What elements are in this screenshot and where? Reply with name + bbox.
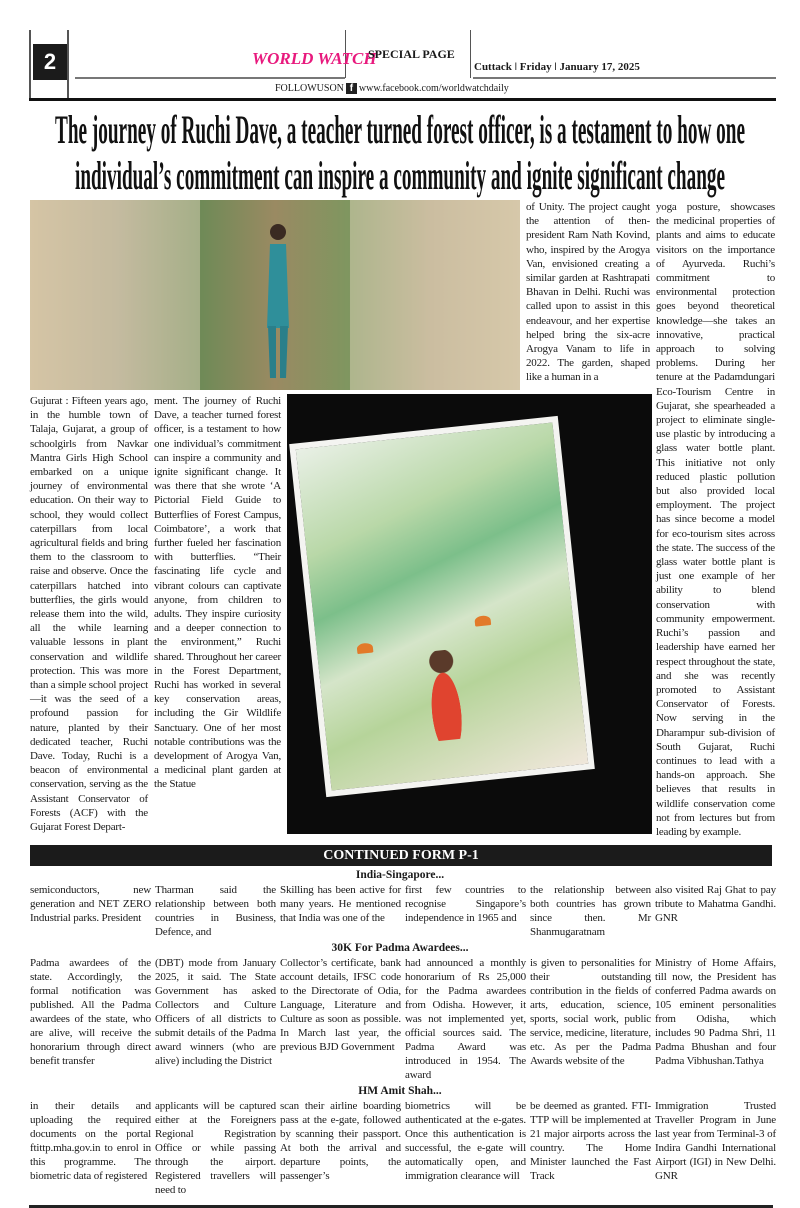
story-column: Padma awardees of the state. Accordingly, the formal notification was published. All the Padma awardees of the state, who are alive, will receive the honorarium through direct benefit transfer (30, 957, 151, 1068)
dateline: Cuttack ǀ Friday ǀ January 17, 2025 (474, 61, 640, 73)
article-left-block (30, 200, 650, 839)
story-column: Skilling has been active for many years. He mentioned that India was one of the (280, 884, 401, 925)
continued-bar: CONTINUED FORM P-1 (30, 845, 772, 866)
story-title: India-Singapore... (355, 869, 445, 882)
story-india-singapore (30, 883, 776, 939)
photo-blur-left (30, 200, 200, 390)
masthead-thick-rule (29, 98, 776, 101)
story-column: had announced a monthly honorarium of Rs 25,000 for the Padma awardees from Odisha. However, it was not implemented yet, official sources said. The Padma Award was introduced in 1954. The award (405, 957, 526, 1082)
ruchi-dave-photo (30, 200, 520, 390)
story-column: Ministry of Home Affairs, till now, the President has conferred Padma awards on 105 eminent personalities from Odisha, which includes 90 Padma Shri, 11 Padma Bhushan and four Padma Vibhushan.Tathya (655, 957, 776, 1068)
masthead (0, 0, 800, 103)
facebook-icon: f (346, 83, 357, 94)
story-column: the relationship between both countries has grown since then. Mr Shanmugaratnam (530, 884, 651, 939)
article-column-4: yoga posture, showcases the medicinal properties of plants and aims to educate visitors on the importance of Ayurveda. Ruchi’s commitment to environmental protection goes beyond theoretical knowledge—she takes an innovative, practical approach to solving problems. During her tenure at the Padamdungari Eco-Tourism Centre in Gujarat, she spearheaded a project to eliminate single-use plastic by introducing a glass water bottle plant. This initiative not only reduced plastic pollution but also provided local employment. The project has since become a model for eco-tourism sites across the state. The success of the glass water bottle plant is just one example of her ability to blend conservation with community empowerment. Ruchi’s passion and leadership have earned her respect throughout the state, and she was recently promoted to Assistant Conservator of Forests. Now serving in the Dharampur sub-division of South Gujarat, Ruchi continues to lead with a hands-on approach. She believes that results in wildlife conservation come not from lectures but from leading by example. (656, 201, 775, 838)
book-cover-photo (287, 394, 652, 834)
story-column: biometrics will be authenticated at the e-gates. Once this authentication is successful, the e-gate will automatically open, and immigration clearance will (405, 1100, 526, 1183)
story-column: scan their airline boarding pass at the e-gate, followed by scanning their passport. At both the arrival and departure points, the passenger’s (280, 1100, 401, 1183)
story-column: be deemed as granted. FTI-TTP will be implemented at 21 major airports across the country. The Home Minister launched the Fast Track (530, 1100, 651, 1183)
story-column: Immigration Trusted Traveller Program in June last year from Terminal-3 of Indira Gandhi International Airport (IGI) in New Delhi. GNR (655, 1100, 776, 1183)
person-figure (262, 218, 294, 386)
article-bottom-row (30, 394, 650, 834)
story-amit-shah (30, 1099, 776, 1197)
headline-line-2: individual’s commitment can inspire a community and ignite significant change (75, 153, 725, 198)
story-column: Collector’s certificate, bank account details, IFSC code to the Directorate of Odia, Language, Literature and Culture as soon as possible. In March last year, the previous BJD Government (280, 957, 401, 1054)
facebook-link[interactable]: www.facebook.com/worldwatchdaily (358, 83, 509, 94)
girl-illustration (418, 648, 472, 742)
story-column: in their details and uploading the required documents on the portal ftittp.mha.gov.in to enrol in this programme. The biometric data of registered (30, 1100, 151, 1183)
story-column: Tharman said the relationship between both countries in Business, Defence, and (155, 884, 276, 939)
follow-us-line (275, 83, 509, 94)
article-column-3: of Unity. The project caught the attention of then-president Ram Nath Kovind, who, inspired by the Arogya Van, envisioned creating a similar garden at Rashtrapati Bhavan in Delhi. Ruchi was called upon to assist in this endeavour, and her expertise helped bring the six-acre Arogya Vanam to life in 2022. The garden, shaped like a human in a (526, 201, 650, 384)
story-padma-awardees (30, 956, 776, 1082)
headline-line-1: The journey of Ruchi Dave, a teacher turned forest officer, is a testament to how one (55, 107, 745, 152)
story-title: 30K For Padma Awardees... (331, 942, 469, 955)
masthead-divider (29, 30, 31, 100)
newspaper-logo: WORLD WATCH (252, 49, 377, 68)
story-column: applicants will be captured either at the Foreigners Regional Registration Office or while passing through the airport. Registered travellers will need to (155, 1100, 276, 1197)
masthead-rule (473, 77, 776, 79)
section-label: SPECIAL PAGE (368, 47, 455, 61)
article-top-row (30, 200, 650, 390)
masthead-divider (67, 30, 69, 100)
story-column: is given to personalities for their outstanding contribution in the fields of arts, education, science, sports, social work, public service, medicine, literature, etc. As per the Padma Awards website of the (530, 957, 651, 1068)
story-title: HM Amit Shah... (358, 1085, 442, 1098)
story-column: semiconductors, new generation and NET ZERO Industrial parks. President (30, 884, 151, 925)
masthead-divider (470, 30, 471, 78)
story-column: first few countries to recognise Singapore’s independence in 1965 and (405, 884, 526, 925)
story-column: (DBT) mode from January 2025, it said. The State Government has asked Collectors and Culture Officers of all districts to submit details of the Padma award winners (who are alive) including the District (155, 957, 276, 1068)
article-column-1: Gujurat : Fifteen years ago, in the humble town of Talaja, Gujarat, a group of schoolgirls from Navkar Mantra Girls High School embarked on a unique journey of environmental education. On their way to school, they would collect caterpillars from local agricultural fields and bring them to the classroom to raise and observe. Once the caterpillars hatched into butterflies, the girls would release them into the wild, all the while learning valuable lessons in plant conservation and wildlife protection. This was more than a simple school project—it was the seed of a profound passion for nature, planted by their dedicated teacher, Ruchi Dave. Today, Ruchi is a beacon of environmental conservation, serving as the Assistant Conservator of Forests (ACF) with the Gujarat Forest Depart- (30, 395, 148, 834)
story-column: also visited Raj Ghat to pay tribute to Mahatma Gandhi. GNR (655, 884, 776, 925)
butterfly-illustration (356, 642, 373, 654)
photo-blur-right (350, 200, 520, 390)
article (30, 200, 775, 839)
butterfly-illustration (474, 615, 491, 627)
page-number: 2 (33, 44, 67, 80)
headline (0, 103, 800, 200)
follow-label: FOLLOWUSON (275, 83, 344, 94)
article-column-2: ment. The journey of Ruchi Dave, a teacher turned forest officer, is a testament to how one individual’s commitment can inspire a community and ignite significant change. It was there that she wrote ‘A Pictorial Field Guide to Butterflies of Forest Campus, Coimbatore’, a work that further fueled her fascination with butterflies. “Their fascinating life cycle and vibrant colours can captivate anyone, from children to adults. They inspire curiosity and a deeper connection to the environment,” Ruchi shared. Throughout her career in the Forest Department, Ruchi has worked in several key conservation areas, including the Gir Wildlife Sanctuary. One of her most notable contributions was the development of Arogya Van, a medicinal plant garden at the Statue (154, 395, 281, 791)
book-cover (289, 416, 595, 797)
